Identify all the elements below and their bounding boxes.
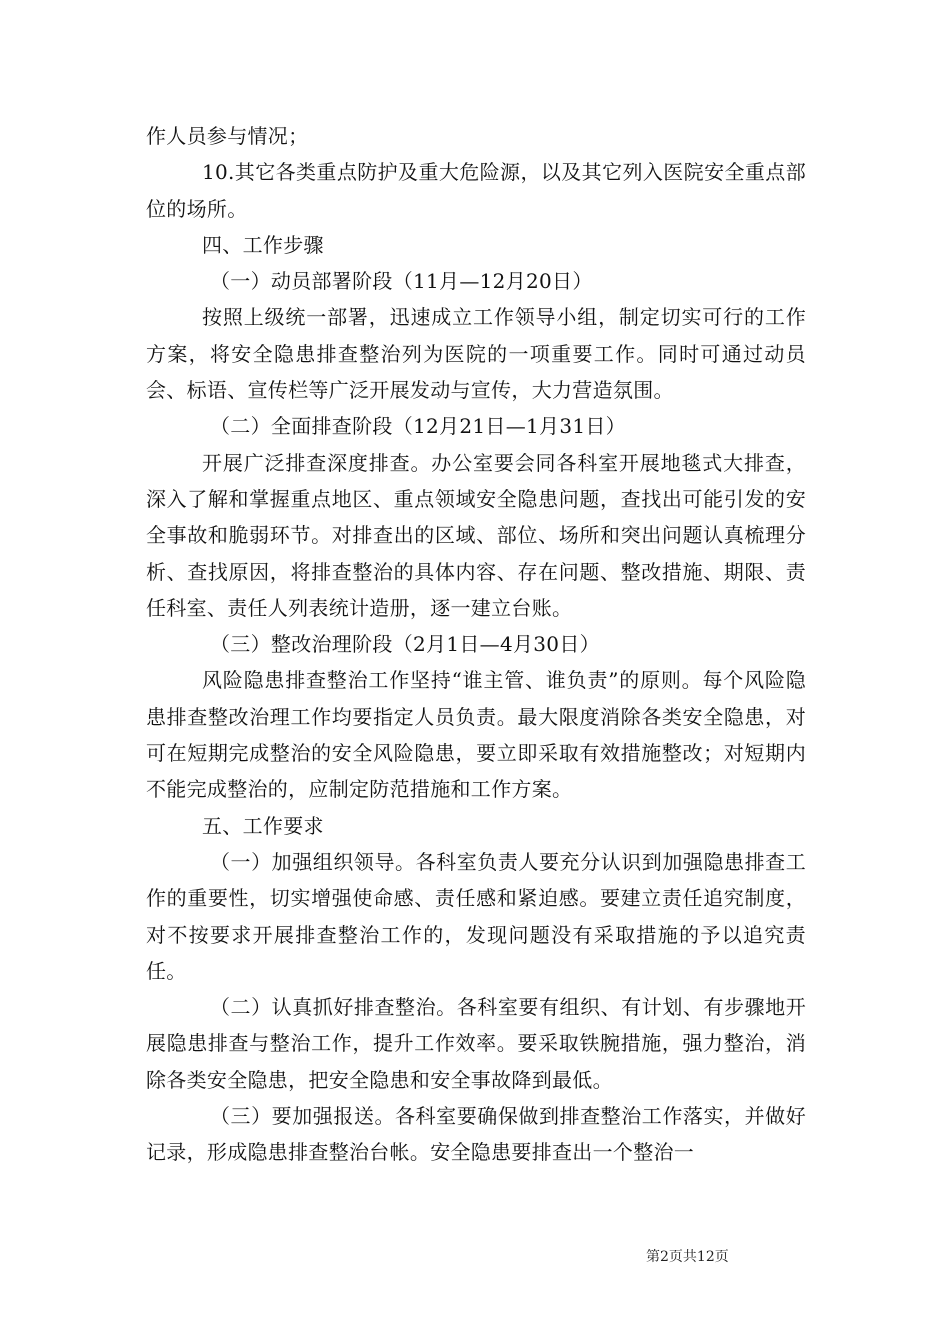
subheading-inspection-stage: （二）全面排查阶段（12月21日—1月31日） (210, 414, 626, 439)
paragraph-continuation: 作人员参与情况； (146, 124, 309, 148)
paragraph-requirement-reporting: （三）要加强报送。各科室要确保做到排查整治工作落实，并做好记录，形成隐患排查整治台帐。安全隐患要排查出一个整治一 (146, 1104, 806, 1165)
paragraph-mobilization: 按照上级统一部署，迅速成立工作领导小组，制定切实可行的工作方案，将安全隐患排查整治列为医院的一项重要工作。同时可通过动员会、标语、宣传栏等广泛开展发动与宣传，大力营造氛围。 (146, 305, 806, 403)
document-body (146, 118, 806, 1171)
page-number-footer: 第2页共12页 (646, 1249, 729, 1265)
paragraph-item-10: 10.其它各类重点防护及重大危险源，以及其它列入医院安全重点部位的场所。 (146, 160, 806, 221)
heading-work-steps: 四、工作步骤 (202, 232, 324, 257)
paragraph-requirement-leadership: （一）加强组织领导。各科室负责人要充分认识到加强隐患排查工作的重要性，切实增强使命感、责任感和紧迫感。要建立责任追究制度，对不按要求开展排查整治工作的，发现问题没有采取措施的予以追究责任。 (146, 849, 806, 983)
paragraph-inspection: 开展广泛排查深度排查。办公室要会同各科室开展地毯式大排查，深入了解和掌握重点地区、重点领域安全隐患问题，查找出可能引发的安全事故和脆弱环节。对排查出的区域、部位、场所和突出问题认真梳理分析、查找原因，将排查整治的具体内容、存在问题、整改措施、期限、责任科室、责任人列表统计造册，逐一建立台账。 (146, 450, 806, 620)
subheading-mobilization-stage: （一）动员部署阶段（11月—12月20日） (210, 269, 593, 294)
heading-work-requirements: 五、工作要求 (202, 813, 324, 838)
paragraph-requirement-inspection: （二）认真抓好排查整治。各科室要有组织、有计划、有步骤地开展隐患排查与整治工作，提升工作效率。要采取铁腕措施，强力整治，消除各类安全隐患，把安全隐患和安全事故降到最低。 (146, 995, 806, 1092)
paragraph-rectification: 风险隐患排查整治工作坚持“谁主管、谁负责”的原则。每个风险隐患排查整改治理工作均要指定人员负责。最大限度消除各类安全隐患，对可在短期完成整治的安全风险隐患，要立即采取有效措施整改；对短期内不能完成整治的，应制定防范措施和工作方案。 (146, 668, 806, 802)
subheading-rectification-stage: （三）整改治理阶段（2月1日—4月30日） (210, 632, 600, 657)
